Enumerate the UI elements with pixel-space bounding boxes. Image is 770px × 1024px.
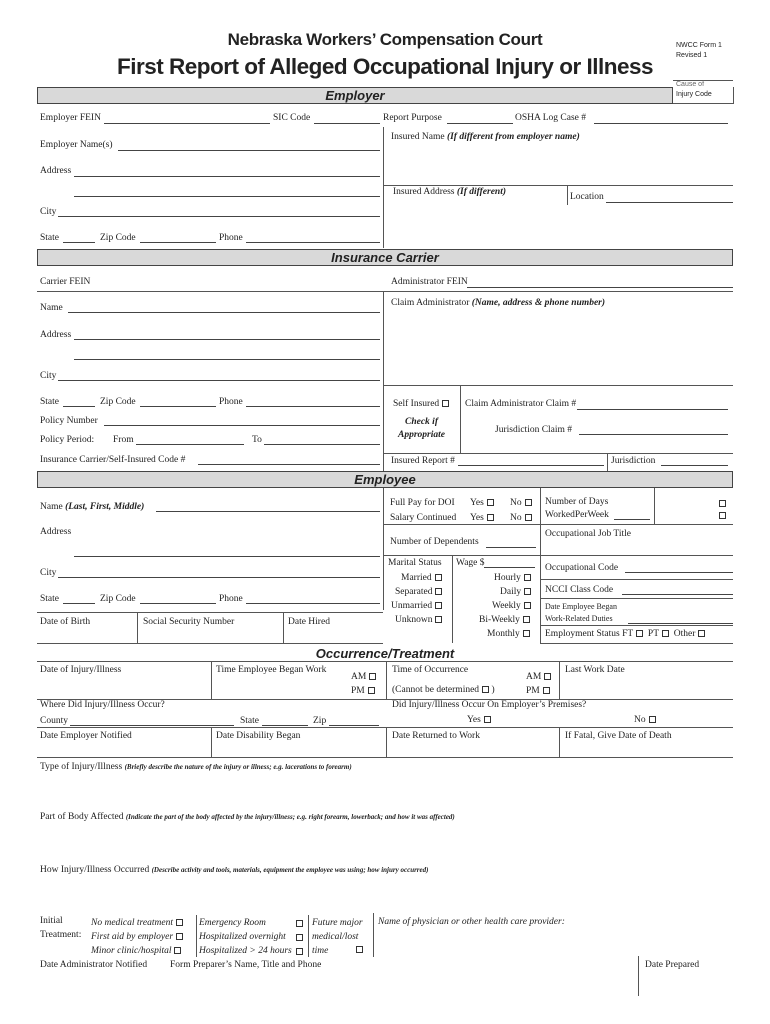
type-of-injury-label: Type of Injury/Illness (Briefly describe the nature of the injury or illness; e.g. lacerations to forearm) xyxy=(40,762,352,772)
employer-city-label: City xyxy=(40,207,57,217)
number-of-days-label: Number of Days xyxy=(545,497,609,507)
returned-divider xyxy=(559,727,560,757)
employer-address-field-1[interactable] xyxy=(74,176,380,177)
carrier-code-field[interactable] xyxy=(198,464,380,465)
self-insured-checkbox[interactable] xyxy=(442,400,449,407)
employment-status-bottom-line xyxy=(540,643,733,644)
carrier-name-label: Name xyxy=(40,303,63,313)
employer-state-field[interactable] xyxy=(63,242,95,243)
employer-phone-label: Phone xyxy=(219,233,243,243)
time-of-occurrence-label: Time of Occurrence xyxy=(392,665,469,675)
employee-city-label: City xyxy=(40,568,57,578)
form-title: First Report of Alleged Occupational Injury or Illness xyxy=(116,54,653,79)
policy-number-label: Policy Number xyxy=(40,416,98,426)
check-if-label: Check if xyxy=(405,417,438,427)
future-major-checkbox[interactable] xyxy=(356,946,363,953)
minor-clinic-checkbox[interactable] xyxy=(174,947,181,954)
employer-section-title: Employer xyxy=(325,88,385,103)
carrier-city-field[interactable] xyxy=(58,380,380,381)
salary-yes-checkbox[interactable] xyxy=(487,514,494,521)
full-pay-yes: Yes xyxy=(470,498,494,508)
days-divider xyxy=(540,488,541,524)
salary-continued-label: Salary Continued xyxy=(390,513,457,523)
biweekly-checkbox[interactable] xyxy=(523,616,530,623)
location-field[interactable] xyxy=(606,202,733,203)
separated-option: Separated xyxy=(395,587,442,597)
employer-zip-field[interactable] xyxy=(140,242,216,243)
employee-section-title: Employee xyxy=(354,472,416,487)
ft-checkbox[interactable] xyxy=(636,630,643,637)
form-revised: Revised 1 xyxy=(676,52,708,59)
wage-label: Wage $ xyxy=(456,558,485,568)
jurisdiction-label: Jurisdiction xyxy=(611,456,656,466)
where-label: Where Did Injury/Illness Occur? xyxy=(40,700,165,710)
occurrence-time-divider xyxy=(559,661,560,699)
notified-divider xyxy=(211,727,212,757)
type-top-line xyxy=(37,757,733,758)
employer-fein-field[interactable] xyxy=(104,123,270,124)
claim-admin-claim-label: Claim Administrator Claim # xyxy=(465,399,577,409)
carrier-fein-line xyxy=(37,291,733,292)
self-insured-top-line xyxy=(383,385,733,386)
date-admin-notified-label: Date Administrator Notified xyxy=(40,960,148,970)
date-prepared-divider xyxy=(638,956,639,996)
policy-number-field[interactable] xyxy=(104,425,380,426)
policy-from-field[interactable] xyxy=(136,444,244,445)
employee-address-field[interactable] xyxy=(74,556,380,557)
ft-label: FT xyxy=(622,629,634,639)
worked-per-week-field[interactable] xyxy=(614,519,650,520)
began-work-am: AM xyxy=(351,672,376,682)
insured-report-top-line xyxy=(383,453,733,454)
ncci-label: NCCI Class Code xyxy=(545,585,614,595)
self-insured-label: Self Insured xyxy=(393,399,449,409)
header-box-bottom xyxy=(673,103,733,104)
admin-fein-label: Administrator FEIN xyxy=(391,277,468,287)
monthly-option: Monthly xyxy=(487,629,530,639)
marital-top-line xyxy=(383,555,733,556)
full-pay-no: No xyxy=(510,498,532,508)
sic-code-field[interactable] xyxy=(314,123,380,124)
unknown-checkbox[interactable] xyxy=(435,616,442,623)
employee-phone-label: Phone xyxy=(219,594,243,604)
insured-report-label: Insured Report # xyxy=(391,456,455,466)
physician-label: Name of physician or other health care provider: xyxy=(378,917,565,927)
if-fatal-label: If Fatal, Give Date of Death xyxy=(565,731,672,741)
employee-phone-field[interactable] xyxy=(246,603,380,604)
occurrence-zip-field[interactable] xyxy=(329,725,379,726)
ssn-label: Social Security Number xyxy=(143,617,235,627)
notified-top-line xyxy=(37,727,733,728)
policy-to-label: To xyxy=(252,435,262,445)
jurisdiction-claim-label: Jurisdiction Claim # xyxy=(495,425,573,435)
other-label: Other xyxy=(673,629,696,639)
carrier-state-label: State xyxy=(40,397,59,407)
jurisdiction-field[interactable] xyxy=(661,465,728,466)
sic-code-label: SIC Code xyxy=(273,113,311,123)
dob-divider xyxy=(137,612,138,643)
occurrence-pm: PM xyxy=(526,686,550,696)
date-prepared-label: Date Prepared xyxy=(645,960,700,970)
disability-divider xyxy=(386,727,387,757)
location-divider xyxy=(567,185,568,205)
carrier-phone-field[interactable] xyxy=(246,406,380,407)
occurrence-am-checkbox[interactable] xyxy=(544,673,551,680)
how-occurred-note: (Describe activity and tools, materials, equipment the employee was using; how injury occurred) xyxy=(151,866,429,874)
premises-no-checkbox[interactable] xyxy=(649,716,656,723)
date-employer-notified-label: Date Employer Notified xyxy=(40,731,132,741)
employee-name-note: (Last, First, Middle) xyxy=(65,502,145,512)
occupational-code-field[interactable] xyxy=(625,572,733,573)
carrier-name-field[interactable] xyxy=(68,312,380,313)
policy-from-label: From xyxy=(113,435,134,445)
hosp-24-option: Hospitalized > 24 hours xyxy=(199,946,292,956)
marital-divider xyxy=(452,555,453,643)
osha-field[interactable] xyxy=(594,123,728,124)
employer-names-field[interactable] xyxy=(118,150,380,151)
treatment-label: Treatment: xyxy=(40,930,82,940)
first-aid-checkbox[interactable] xyxy=(176,933,183,940)
dob-label: Date of Birth xyxy=(40,617,91,627)
type-of-injury-note: (Briefly describe the nature of the injury or illness; e.g. lacerations to forearm) xyxy=(124,763,352,771)
date-hired-label: Date Hired xyxy=(288,617,330,627)
unmarried-option: Unmarried xyxy=(391,601,442,611)
employee-bottom-line xyxy=(37,643,383,644)
insured-address-note: (If different) xyxy=(456,187,507,197)
carrier-address-field-2[interactable] xyxy=(74,359,380,360)
worked-per-week-label: WorkedPerWeek xyxy=(545,510,609,520)
hourly-option: Hourly xyxy=(494,573,531,583)
separated-checkbox[interactable] xyxy=(435,588,442,595)
days-checkbox-2[interactable] xyxy=(719,512,726,519)
hourly-checkbox[interactable] xyxy=(524,574,531,581)
employee-name-field[interactable] xyxy=(156,511,380,512)
admin-fein-field[interactable] xyxy=(467,287,733,288)
hosp-overnight-option: Hospitalized overnight xyxy=(199,932,286,942)
emergency-room-checkbox[interactable] xyxy=(296,920,303,927)
marital-status-label: Marital Status xyxy=(388,558,442,568)
employment-status-label: Employment Status FT PT Other xyxy=(545,629,705,639)
carrier-address-field-1[interactable] xyxy=(74,339,380,340)
dependents-label: Number of Dependents xyxy=(390,537,479,547)
occupational-code-label: Occupational Code xyxy=(545,563,619,573)
days-right-divider xyxy=(654,488,655,524)
employer-city-field[interactable] xyxy=(58,216,380,217)
employer-fein-label: Employer FEIN xyxy=(40,113,101,123)
initial-label: Initial xyxy=(40,916,63,926)
no-medical-option: No medical treatment xyxy=(91,918,183,928)
hosp-overnight-checkbox[interactable] xyxy=(296,934,303,941)
self-insured-divider xyxy=(460,385,461,453)
employee-section-header xyxy=(37,471,733,488)
employer-address-field-2[interactable] xyxy=(74,196,380,197)
premises-yes: Yes xyxy=(467,715,491,725)
employer-state-label: State xyxy=(40,233,59,243)
date-returned-label: Date Returned to Work xyxy=(392,731,480,741)
biweekly-option: Bi-Weekly xyxy=(479,615,530,625)
insured-name-note: (If different from employer name) xyxy=(446,132,580,142)
treatment-divider-1 xyxy=(196,915,197,957)
employee-state-label: State xyxy=(40,594,59,604)
employer-section-header xyxy=(37,87,673,104)
date-began-field[interactable] xyxy=(628,623,733,624)
began-work-pm: PM xyxy=(351,686,375,696)
date-began-label-2: Work-Related Duties xyxy=(545,614,613,623)
occurrence-state-field[interactable] xyxy=(262,725,308,726)
employer-phone-field[interactable] xyxy=(246,242,380,243)
carrier-zip-label: Zip Code xyxy=(100,397,136,407)
job-title-divider xyxy=(540,524,541,555)
time-began-work-label: Time Employee Began Work xyxy=(216,665,327,675)
occurrence-state-label: State xyxy=(240,716,259,726)
began-work-pm-checkbox[interactable] xyxy=(368,687,375,694)
began-work-am-checkbox[interactable] xyxy=(369,673,376,680)
location-label: Location xyxy=(570,192,604,202)
employee-city-field[interactable] xyxy=(58,577,380,578)
how-occurred-label: How Injury/Illness Occurred (Describe activity and tools, materials, equipment the employee was using; how injury occurred) xyxy=(40,865,429,875)
minor-clinic-option: Minor clinic/hospital xyxy=(91,946,181,956)
employee-state-field[interactable] xyxy=(63,603,95,604)
date-of-injury-label: Date of Injury/Illness xyxy=(40,665,122,675)
report-purpose-field[interactable] xyxy=(447,123,513,124)
appropriate-label: Appropriate xyxy=(398,430,445,440)
carrier-phone-label: Phone xyxy=(219,397,243,407)
unknown-option: Unknown xyxy=(395,615,442,625)
injury-code-label: Injury Code xyxy=(676,91,712,98)
report-purpose-label: Report Purpose xyxy=(383,113,442,123)
employer-names-label: Employer Name(s) xyxy=(40,140,113,150)
weekly-option: Weekly xyxy=(492,601,531,611)
pt-label: PT xyxy=(647,629,659,639)
salary-no: No xyxy=(510,513,532,523)
court-name: Nebraska Workers’ Compensation Court xyxy=(227,30,543,49)
medical-lost-label: medical/lost xyxy=(312,932,359,942)
employer-zip-label: Zip Code xyxy=(100,233,136,243)
full-pay-no-checkbox[interactable] xyxy=(525,499,532,506)
insurance-divider xyxy=(383,291,384,471)
date-began-label-1: Date Employee Began xyxy=(545,602,617,611)
insurance-section-title: Insurance Carrier xyxy=(331,250,439,265)
wage-field[interactable] xyxy=(484,567,535,568)
dependents-field[interactable] xyxy=(486,547,536,548)
daily-checkbox[interactable] xyxy=(524,588,531,595)
treatment-divider-2 xyxy=(308,915,309,957)
part-of-body-label: Part of Body Affected (Indicate the part of the body affected by the injury/illness; e.g. right forearm, lowerback; and how it was affected) xyxy=(40,812,455,822)
cause-of-label: Cause of xyxy=(676,81,705,88)
part-of-body-note: (Indicate the part of the body affected by the injury/illness; e.g. right forearm, lowerback; and how it was affected) xyxy=(125,813,455,821)
osha-label: OSHA Log Case # xyxy=(515,113,586,123)
insurance-section-header xyxy=(37,249,733,266)
dependents-top-line xyxy=(383,524,733,525)
employee-divider xyxy=(383,488,384,610)
occurrence-top-line xyxy=(37,661,733,662)
insured-address-label: Insured Address (If different) xyxy=(393,187,507,197)
jurisdiction-divider xyxy=(607,453,608,471)
occurrence-pm-checkbox[interactable] xyxy=(543,687,550,694)
employee-zip-field[interactable] xyxy=(140,603,216,604)
future-major-label: Future major xyxy=(312,918,363,928)
hosp-24-checkbox[interactable] xyxy=(296,948,303,955)
unmarried-checkbox[interactable] xyxy=(435,602,442,609)
employee-name-label: Name (Last, First, Middle) xyxy=(40,502,145,512)
no-medical-checkbox[interactable] xyxy=(176,919,183,926)
ncci-field[interactable] xyxy=(622,594,733,595)
injury-date-divider xyxy=(211,661,212,699)
occurrence-am: AM xyxy=(526,672,551,682)
other-checkbox[interactable] xyxy=(698,630,705,637)
header-box-edge xyxy=(733,87,734,104)
occurrence-zip-label: Zip xyxy=(313,716,327,726)
date-disability-began-label: Date Disability Began xyxy=(216,731,301,741)
days-checkbox-1[interactable] xyxy=(719,500,726,507)
monthly-checkbox[interactable] xyxy=(523,630,530,637)
salary-yes: Yes xyxy=(470,513,494,523)
salary-no-checkbox[interactable] xyxy=(525,514,532,521)
employer-address-label: Address xyxy=(40,166,72,176)
full-pay-yes-checkbox[interactable] xyxy=(487,499,494,506)
insured-report-field[interactable] xyxy=(458,465,604,466)
employer-divider xyxy=(383,127,384,248)
policy-period-label: Policy Period: xyxy=(40,435,95,445)
insured-address-top-line xyxy=(383,185,733,186)
carrier-fein-label: Carrier FEIN xyxy=(40,277,91,287)
dob-top-line xyxy=(37,612,383,613)
insured-name-label: Insured Name (If different from employer name) xyxy=(391,132,580,142)
wage-divider xyxy=(540,555,541,643)
policy-to-field[interactable] xyxy=(264,444,380,445)
pt-checkbox[interactable] xyxy=(662,630,669,637)
cannot-be-determined: (Cannot be determined ) xyxy=(392,685,495,695)
daily-option: Daily xyxy=(500,587,531,597)
married-option: Married xyxy=(401,573,442,583)
employment-status-top-line xyxy=(540,625,733,626)
last-work-date-label: Last Work Date xyxy=(565,665,625,675)
form-number: NWCC Form 1 xyxy=(676,42,722,49)
ssn-divider xyxy=(283,612,284,643)
began-work-divider xyxy=(386,661,387,699)
claim-admin-note: (Name, address & phone number) xyxy=(471,298,606,308)
employee-address-label: Address xyxy=(40,527,72,537)
date-began-top-line xyxy=(540,598,733,599)
ncci-top-line xyxy=(540,579,733,580)
premises-yes-checkbox[interactable] xyxy=(484,716,491,723)
cannot-be-determined-checkbox[interactable] xyxy=(482,686,489,693)
time-label: time xyxy=(312,946,329,956)
claim-admin-claim-field[interactable] xyxy=(577,409,728,410)
married-checkbox[interactable] xyxy=(435,574,442,581)
physician-divider xyxy=(373,913,374,957)
jurisdiction-claim-field[interactable] xyxy=(579,434,728,435)
county-label: County xyxy=(40,716,68,726)
carrier-state-field[interactable] xyxy=(63,406,95,407)
carrier-address-label: Address xyxy=(40,330,72,340)
weekly-checkbox[interactable] xyxy=(524,602,531,609)
job-title-label: Occupational Job Title xyxy=(545,529,632,539)
full-pay-label: Full Pay for DOI xyxy=(390,498,455,508)
occurrence-section-title: Occurrence/Treatment xyxy=(315,646,455,661)
employee-zip-label: Zip Code xyxy=(100,594,136,604)
county-field[interactable] xyxy=(70,725,234,726)
premises-no: No xyxy=(634,715,656,725)
carrier-city-label: City xyxy=(40,371,57,381)
emergency-room-option: Emergency Room xyxy=(199,918,266,928)
on-premises-label: Did Injury/Illness Occur On Employer’s Premises? xyxy=(392,700,587,710)
carrier-zip-field[interactable] xyxy=(140,406,216,407)
cannot-be-determined-close: ) xyxy=(491,685,495,695)
carrier-code-label: Insurance Carrier/Self-Insured Code # xyxy=(40,455,186,465)
claim-admin-label: Claim Administrator (Name, address & phone number) xyxy=(391,298,606,308)
preparer-label: Form Preparer’s Name, Title and Phone xyxy=(170,960,322,970)
first-aid-option: First aid by employer xyxy=(91,932,183,942)
